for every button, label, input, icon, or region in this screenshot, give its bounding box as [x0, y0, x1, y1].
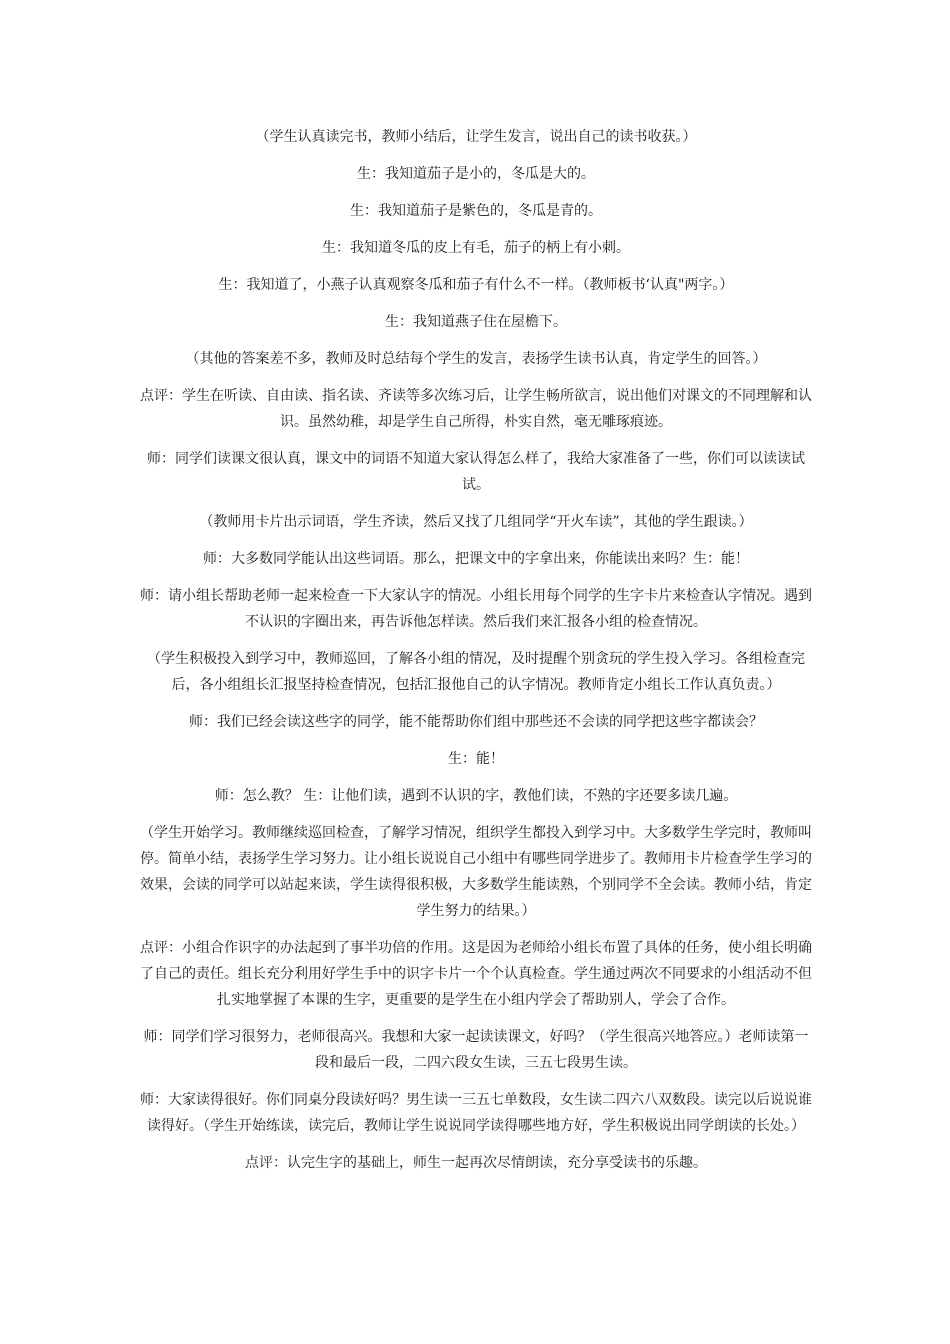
paragraph-4: 生：我知道冬瓜的皮上有毛，茄子的柄上有小刺。 [322, 240, 630, 256]
paragraph-16: 师：怎么教？ 生：让他们读，遇到不认识的字，教他们读，不熟的字还要多读几遍。 [214, 788, 738, 804]
paragraph-13: （学生积极投入到学习中，教师巡回，了解各小组的情况，及时提醒个别贪玩的学生投入学习。各组检查完后，各小组组长汇报坚持检查情况，包括汇报他自己的认字情况。教师肯定小组长工作认真负责。） [147, 651, 805, 693]
paragraph-18: 点评：小组合作识字的办法起到了事半功倍的作用。这是因为老师给小组长布置了具体的任务，使小组长明确了自己的责任。组长充分利用好学生手中的识字卡片一个个认真检查。学生通过两次不同要求的小组活动不但扎实地掌握了本课的生字，更重要的是学生在小组内学会了帮助别人，学会了合作。 [140, 940, 812, 1008]
paragraph-14: 师：我们已经会读这些字的同学，能不能帮助你们组中那些还不会读的同学把这些字都读会？ [189, 714, 763, 730]
paragraph-17: （学生开始学习。教师继续巡回检查，了解学习情况，组织学生都投入到学习中。大多数学生学完时，教师叫停。简单小结，表扬学生学习努力。让小组长说说自己小组中有哪些同学进步了。教师用卡片检查学生学习的效果，会读的同学可以站起来读，学生读得很积极，大多数学生能读熟，个别同学不全会读。教师小结，肯定学生努力的结果。） [140, 825, 812, 919]
paragraph-8: 点评：学生在听读、自由读、指名读、齐读等多次练习后，让学生畅所欲言，说出他们对课文的不同理解和认识。虽然幼稚，却是学生自己所得，朴实自然，毫无雕琢痕迹。 [140, 388, 812, 430]
paragraph-15: 生：能！ [448, 751, 504, 767]
document-body [140, 124, 812, 1187]
paragraph-2: 生：我知道茄子是小的，冬瓜是大的。 [357, 166, 595, 182]
paragraph-9: 师：同学们读课文很认真，课文中的词语不知道大家认得怎么样了，我给大家准备了一些，你们可以读读试试。 [147, 451, 805, 493]
paragraph-3: 生：我知道茄子是紫色的，冬瓜是青的。 [350, 203, 602, 219]
paragraph-12: 师：请小组长帮助老师一起来检查一下大家认字的情况。小组长用每个同学的生字卡片来检查认字情况。遇到不认识的字圈出来，再告诉他怎样读。然后我们来汇报各小组的检查情况。 [140, 588, 812, 630]
paragraph-1: （学生认真读完书，教师小结后，让学生发言，说出自己的读书收获。） [255, 129, 697, 145]
paragraph-11: 师：大多数同学能认出这些词语。那么，把课文中的字拿出来，你能读出来吗？生：能！ [203, 551, 749, 567]
paragraph-19: 师：同学们学习很努力，老师很高兴。我想和大家一起读读课文，好吗？（学生很高兴地答应。）老师读第一段和最后一段，二四六段女生读，三五七段男生读。 [143, 1029, 809, 1071]
paragraph-10: （教师用卡片出示词语，学生齐读，然后又找了几组同学“开火车读”，其他的学生跟读。） [199, 514, 753, 530]
paragraph-7: （其他的答案差不多，教师及时总结每个学生的发言，表扬学生读书认真，肯定学生的回答。） [185, 351, 767, 367]
paragraph-5: 生：我知道了，小燕子认真观察冬瓜和茄子有什么不一样。（教师板书‘认真"两字。） [218, 277, 734, 293]
paragraph-20: 师：大家读得很好。你们同桌分段读好吗？男生读一三五七单数段，女生读二四六八双数段。读完以后说说谁读得好。（学生开始练读，读完后，教师让学生说说同学读得哪些地方好，学生积极说出同学朗读的长处。） [140, 1092, 812, 1134]
paragraph-6: 生：我知道燕子住在屋檐下。 [385, 314, 567, 330]
paragraph-21: 点评：认完生字的基础上，师生一起再次尽情朗读，充分享受读书的乐趣。 [245, 1155, 707, 1171]
